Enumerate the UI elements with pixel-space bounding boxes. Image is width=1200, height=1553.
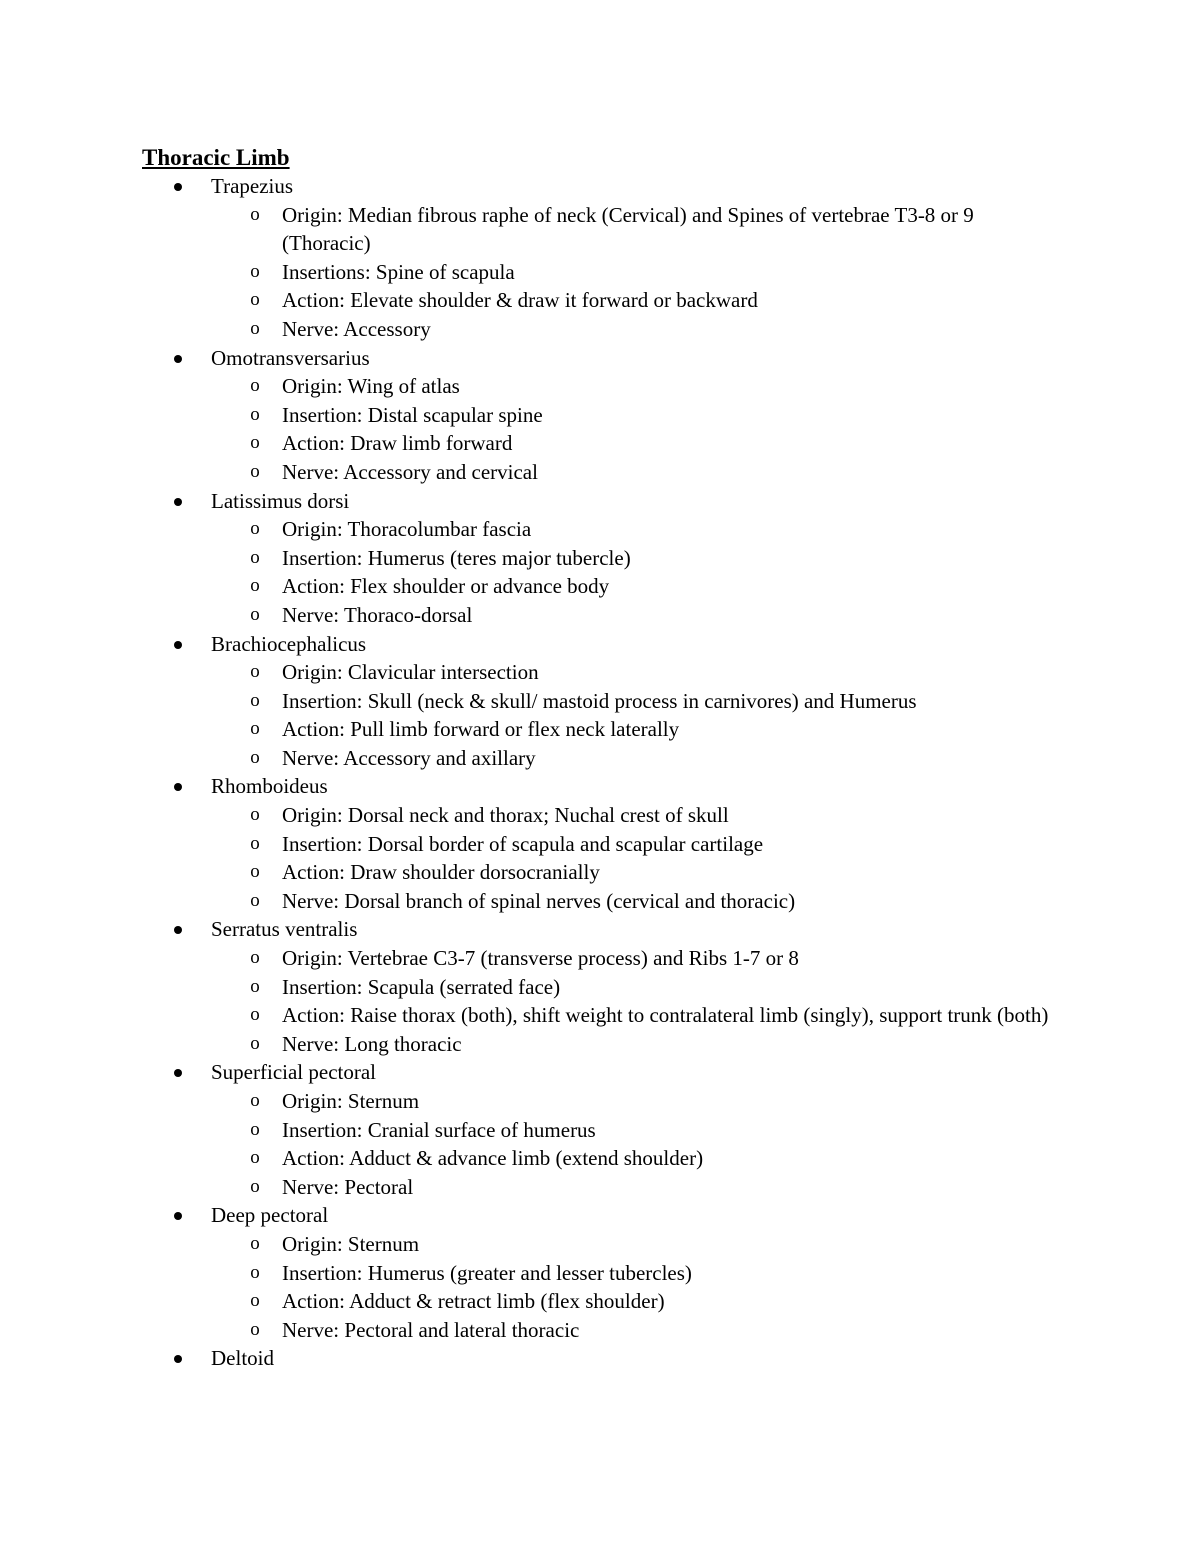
muscle-item — [0, 772, 1200, 915]
circle-bullet-icon: o — [250, 804, 260, 826]
muscle-name: Omotransversarius — [211, 345, 370, 370]
muscle-detail-list — [0, 1087, 1200, 1201]
circle-bullet-icon: o — [250, 603, 260, 625]
circle-bullet-icon: o — [250, 1032, 260, 1054]
muscle-detail-text: Insertion: Dorsal border of scapula and scapular cartilage — [282, 831, 764, 856]
muscle-detail-text: Origin: Clavicular intersection — [282, 660, 539, 685]
bullet-icon — [174, 641, 182, 649]
muscle-item — [0, 630, 1200, 773]
bullet-icon — [174, 355, 182, 363]
muscle-detail — [0, 372, 1200, 401]
muscle-detail — [0, 1087, 1200, 1116]
muscle-detail — [0, 1230, 1200, 1259]
circle-bullet-icon: o — [250, 260, 260, 282]
circle-bullet-icon: o — [250, 403, 260, 425]
muscle-detail-text: Origin: Wing of atlas — [282, 374, 460, 399]
muscle-detail-text: Action: Raise thorax (both), shift weight to contralateral limb (singly), support trunk (both) — [282, 1003, 1049, 1028]
muscle-detail-text: Action: Adduct & retract limb (flex shoulder) — [282, 1289, 665, 1314]
muscle-detail-text: Origin: Median fibrous raphe of neck (Cervical) and Spines of vertebrae T3-8 or 9 (Thoracic) — [282, 202, 974, 256]
muscle-detail — [0, 1287, 1200, 1316]
muscle-detail-text: Insertions: Spine of scapula — [282, 259, 515, 284]
circle-bullet-icon: o — [250, 432, 260, 454]
circle-bullet-icon: o — [250, 518, 260, 540]
muscle-detail — [0, 858, 1200, 887]
circle-bullet-icon: o — [250, 1118, 260, 1140]
muscle-detail — [0, 601, 1200, 630]
muscle-detail — [0, 687, 1200, 716]
muscle-heading — [0, 915, 1200, 944]
muscle-detail-list — [0, 658, 1200, 772]
muscle-detail-text: Nerve: Accessory and axillary — [282, 745, 536, 770]
page-title: Thoracic Limb — [142, 145, 290, 170]
muscle-name: Brachiocephalicus — [211, 631, 367, 656]
circle-bullet-icon: o — [250, 889, 260, 911]
muscle-detail — [0, 572, 1200, 601]
muscle-name: Trapezius — [211, 174, 294, 198]
muscle-heading — [0, 630, 1200, 659]
muscle-detail-text: Nerve: Pectoral — [282, 1174, 414, 1199]
muscle-name: Rhomboideus — [211, 774, 328, 799]
circle-bullet-icon: o — [250, 289, 260, 311]
bullet-icon — [174, 183, 182, 191]
muscle-detail-text: Insertion: Cranial surface of humerus — [282, 1117, 596, 1142]
circle-bullet-icon: o — [250, 1090, 260, 1111]
circle-bullet-icon: o — [250, 975, 260, 997]
circle-bullet-icon: o — [250, 746, 260, 768]
muscle-detail — [0, 658, 1200, 687]
muscle-detail-text: Nerve: Accessory and cervical — [282, 459, 538, 484]
muscle-detail-text: Insertion: Humerus (teres major tubercle) — [282, 545, 631, 570]
muscle-detail-text: Action: Elevate shoulder & draw it forward or backward — [282, 288, 758, 313]
muscle-list — [0, 172, 1200, 1373]
circle-bullet-icon: o — [250, 575, 260, 597]
circle-bullet-icon: o — [250, 718, 260, 740]
muscle-detail-text: Nerve: Pectoral and lateral thoracic — [282, 1317, 580, 1342]
circle-bullet-icon: o — [250, 1232, 260, 1254]
circle-bullet-icon: o — [250, 1004, 260, 1026]
muscle-item — [0, 915, 1200, 1058]
muscle-detail-text: Origin: Vertebrae C3-7 (transverse process) and Ribs 1-7 or 8 — [282, 946, 799, 971]
muscle-detail-text: Nerve: Long thoracic — [282, 1031, 462, 1056]
muscle-detail-list — [0, 372, 1200, 486]
bullet-icon — [174, 1069, 182, 1077]
circle-bullet-icon: o — [250, 1175, 260, 1197]
muscle-heading — [0, 772, 1200, 801]
muscle-heading — [0, 1201, 1200, 1230]
muscle-detail-text: Nerve: Dorsal branch of spinal nerves (cervical and thoracic) — [282, 888, 796, 913]
muscle-detail — [0, 315, 1200, 344]
circle-bullet-icon: o — [250, 947, 260, 969]
muscle-detail-list — [0, 201, 1200, 344]
muscle-item — [0, 344, 1200, 487]
muscle-item — [0, 172, 1200, 344]
muscle-detail-text: Insertion: Skull (neck & skull/ mastoid process in carnivores) and Humerus — [282, 688, 917, 713]
bullet-icon — [174, 1212, 182, 1220]
muscle-detail — [0, 458, 1200, 487]
muscle-detail — [0, 515, 1200, 544]
muscle-detail — [0, 887, 1200, 916]
bullet-icon — [174, 926, 182, 934]
muscle-detail-text: Origin: Sternum — [282, 1231, 420, 1256]
bullet-icon — [174, 783, 182, 791]
circle-bullet-icon: o — [250, 1147, 260, 1169]
muscle-heading — [0, 487, 1200, 516]
muscle-detail — [0, 201, 1200, 258]
muscle-detail-list — [0, 801, 1200, 915]
muscle-name: Deltoid — [211, 1346, 274, 1371]
muscle-detail-text: Nerve: Accessory — [282, 316, 431, 341]
muscle-detail-text: Origin: Thoracolumbar fascia — [282, 517, 532, 542]
muscle-name: Deep pectoral — [211, 1203, 329, 1228]
muscle-detail-text: Origin: Sternum — [282, 1089, 420, 1113]
muscle-detail — [0, 401, 1200, 430]
circle-bullet-icon: o — [250, 460, 260, 482]
circle-bullet-icon: o — [250, 832, 260, 854]
muscle-name: Superficial pectoral — [211, 1060, 377, 1085]
muscle-detail — [0, 1144, 1200, 1173]
muscle-detail — [0, 1001, 1200, 1030]
muscle-detail — [0, 1259, 1200, 1288]
circle-bullet-icon: o — [250, 689, 260, 711]
circle-bullet-icon: o — [250, 546, 260, 568]
muscle-name: Serratus ventralis — [211, 917, 358, 942]
muscle-detail-text: Action: Draw limb forward — [282, 431, 513, 456]
muscle-item — [0, 487, 1200, 630]
muscle-heading — [0, 1058, 1200, 1087]
muscle-heading — [0, 344, 1200, 373]
muscle-heading — [0, 172, 1200, 201]
muscle-detail — [0, 1173, 1200, 1202]
muscle-detail — [0, 944, 1200, 973]
muscle-name: Latissimus dorsi — [211, 488, 350, 513]
muscle-detail — [0, 544, 1200, 573]
bullet-icon — [174, 1355, 182, 1363]
muscle-item — [0, 1344, 1200, 1373]
circle-bullet-icon: o — [250, 661, 260, 683]
circle-bullet-icon: o — [250, 1290, 260, 1312]
circle-bullet-icon: o — [250, 1318, 260, 1340]
muscle-detail-text: Nerve: Thoraco-dorsal — [282, 602, 473, 627]
muscle-detail-text: Insertion: Humerus (greater and lesser tubercles) — [282, 1260, 692, 1285]
muscle-detail-text: Action: Draw shoulder dorsocranially — [282, 860, 600, 885]
circle-bullet-icon: o — [250, 375, 260, 397]
muscle-detail — [0, 1030, 1200, 1059]
muscle-detail-list — [0, 1230, 1200, 1344]
muscle-detail-text: Insertion: Distal scapular spine — [282, 402, 543, 427]
muscle-detail-text: Action: Pull limb forward or flex neck laterally — [282, 717, 680, 742]
muscle-detail — [0, 973, 1200, 1002]
circle-bullet-icon: o — [250, 861, 260, 883]
muscle-detail — [0, 258, 1200, 287]
muscle-detail — [0, 1316, 1200, 1345]
muscle-detail-text: Origin: Dorsal neck and thorax; Nuchal crest of skull — [282, 803, 729, 828]
circle-bullet-icon: o — [250, 1261, 260, 1283]
muscle-heading — [0, 1344, 1200, 1373]
muscle-detail-list — [0, 944, 1200, 1058]
bullet-icon — [174, 498, 182, 506]
muscle-item — [0, 1058, 1200, 1201]
muscle-detail-text: Action: Adduct & advance limb (extend shoulder) — [282, 1146, 704, 1171]
muscle-detail — [0, 801, 1200, 830]
muscle-detail-list — [0, 515, 1200, 629]
muscle-detail — [0, 286, 1200, 315]
circle-bullet-icon: o — [250, 203, 260, 225]
muscle-item — [0, 1201, 1200, 1344]
muscle-detail — [0, 744, 1200, 773]
muscle-detail — [0, 715, 1200, 744]
muscle-detail-text: Insertion: Scapula (serrated face) — [282, 974, 561, 999]
muscle-detail-text: Action: Flex shoulder or advance body — [282, 574, 610, 599]
circle-bullet-icon: o — [250, 317, 260, 339]
muscle-detail — [0, 429, 1200, 458]
muscle-detail — [0, 1116, 1200, 1145]
muscle-detail — [0, 830, 1200, 859]
